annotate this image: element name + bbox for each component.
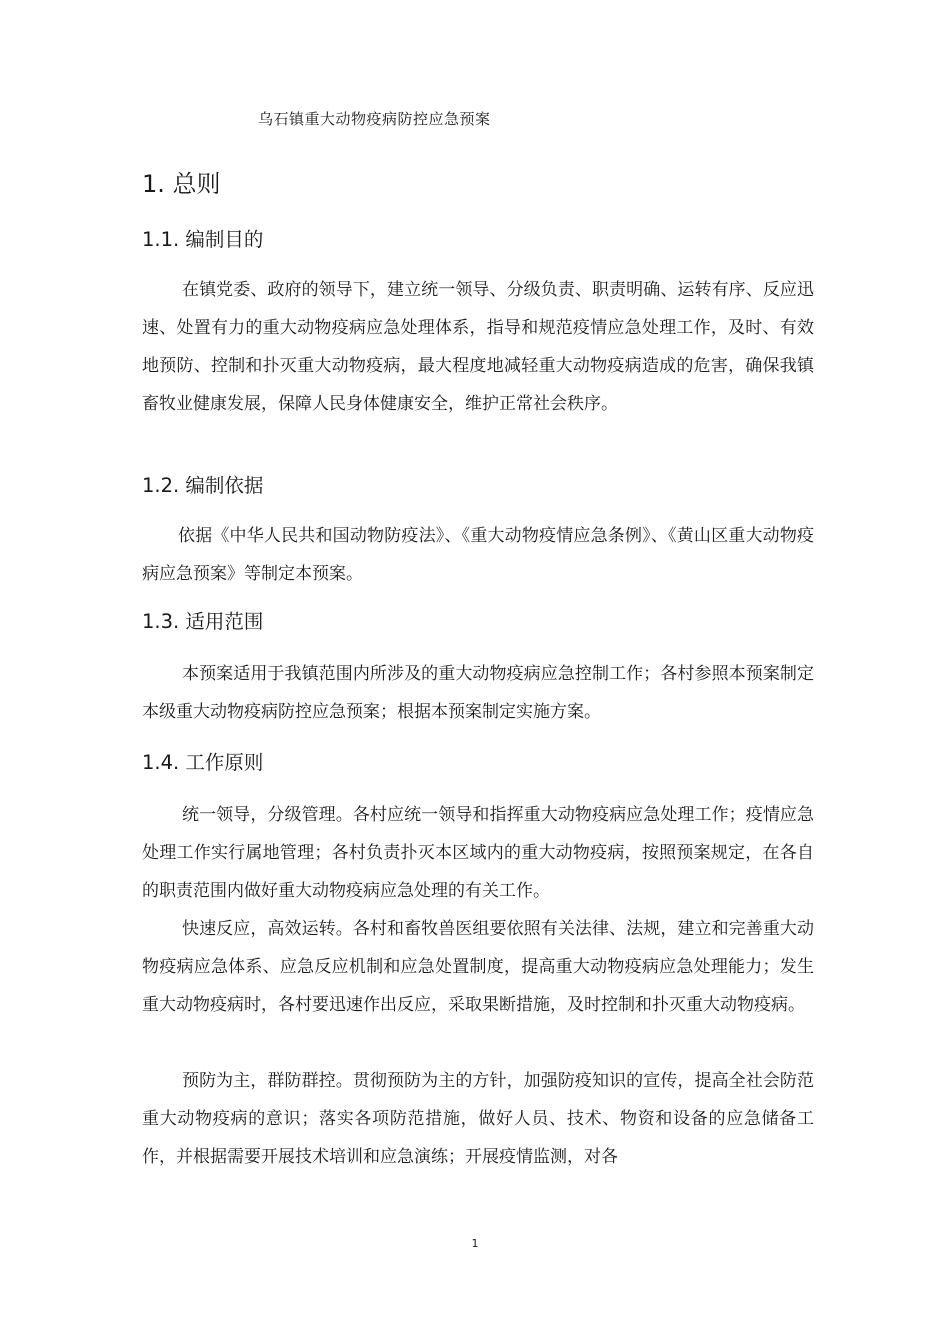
paragraph-scope: 本预案适用于我镇范围内所涉及的重大动物疫病应急控制工作；各村参照本预案制定本级重大动物疫病防控应急预案；根据本预案制定实施方案。 bbox=[142, 664, 814, 722]
paragraph-basis: 依据《中华人民共和国动物防疫法》、《重大动物疫情应急条例》、《黄山区重大动物疫病应急预案》等制定本预案。 bbox=[142, 526, 814, 584]
paragraph-purpose: 在镇党委、政府的领导下，建立统一领导、分级负责、职责明确、运转有序、反应迅速、处置有力的重大动物疫病应急处理体系，指导和规范疫情应急处理工作，及时、有效地预防、控制和扑灭重大动物疫病，最大程度地减轻重大动物疫病造成的危害，确保我镇畜牧业健康发展，保障人民身体健康安全，维护正常社会秩序。 bbox=[142, 280, 814, 414]
paragraph-principle-3: 预防为主，群防群控。贯彻预防为主的方针，加强防疫知识的宣传，提高全社会防范重大动物疫病的意识；落实各项防范措施，做好人员、技术、物资和设备的应急储备工作，并根据需要开展技术培训和应急演练；开展疫情监测，对各 bbox=[142, 1071, 814, 1167]
section-heading-1-2: 1.2. 编制依据 bbox=[142, 474, 264, 497]
paragraph-principle-2: 快速反应，高效运转。各村和畜牧兽医组要依照有关法律、法规，建立和完善重大动物疫病应急体系、应急反应机制和应急处置制度，提高重大动物疫病应急处理能力；发生重大动物疫病时，各村要迅速作出反应，采取果断措施，及时控制和扑灭重大动物疫病。 bbox=[142, 919, 814, 1015]
document-title: 乌石镇重大动物疫病防控应急预案 bbox=[258, 110, 491, 128]
section-heading-1-4: 1.4. 工作原则 bbox=[142, 751, 264, 774]
chapter-heading: 1. 总则 bbox=[142, 170, 221, 198]
page-number: 1 bbox=[471, 1237, 479, 1250]
paragraph-principle-1: 统一领导，分级管理。各村应统一领导和指挥重大动物疫病应急处理工作；疫情应急处理工作实行属地管理；各村负责扑灭本区域内的重大动物疫病，按照预案规定，在各自的职责范围内做好重大动物疫病应急处理的有关工作。 bbox=[142, 805, 814, 901]
section-heading-1-1: 1.1. 编制目的 bbox=[142, 228, 264, 251]
section-heading-1-3: 1.3. 适用范围 bbox=[142, 610, 264, 633]
